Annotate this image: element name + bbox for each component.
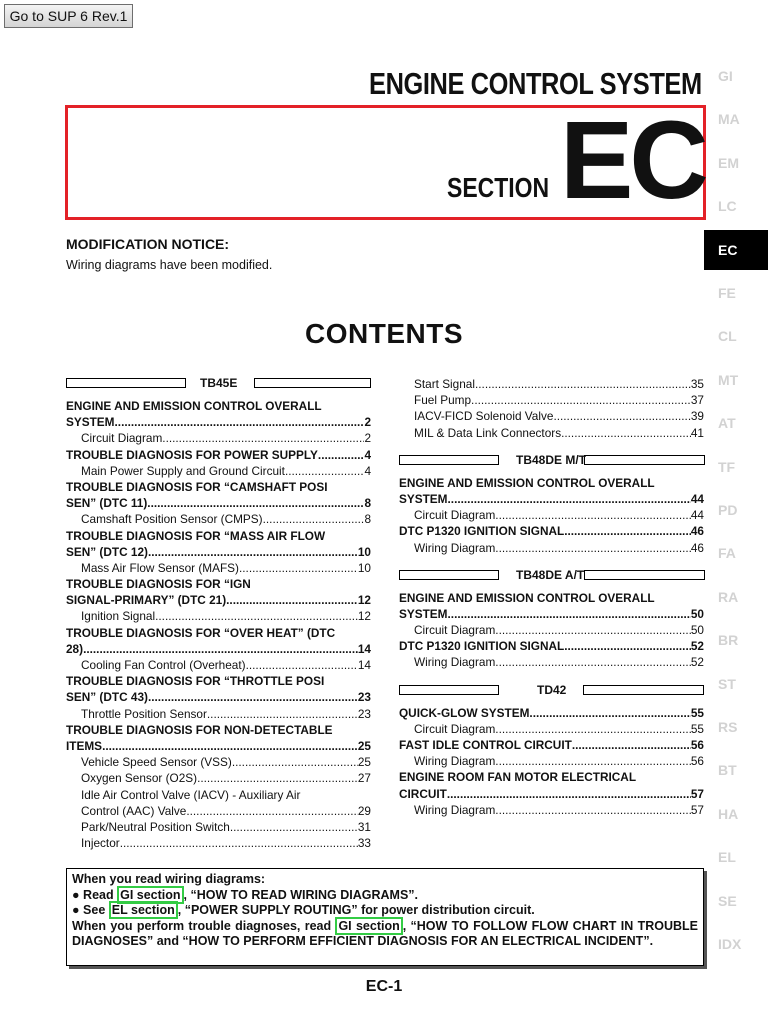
toc-entry-title: ITEMS [66, 738, 103, 753]
toc-entry[interactable] [399, 721, 704, 737]
toc-entry[interactable] [399, 540, 704, 556]
toc-entry[interactable] [399, 769, 704, 785]
toc-entry-title: Circuit Diagram [414, 508, 496, 523]
toc-entry[interactable] [399, 590, 704, 606]
toc-leader [148, 544, 358, 560]
toc-entry[interactable] [66, 495, 371, 511]
toc-entry[interactable] [66, 738, 371, 754]
toc-entry-title: Injector [81, 836, 120, 851]
toc-leader [448, 491, 691, 507]
toc-page-number: 57 [690, 802, 704, 817]
toc-page-number: 46 [690, 524, 704, 539]
notice-heading: When you read wiring diagrams: [72, 872, 266, 886]
group-header [399, 683, 704, 699]
toc-entry-title: Ignition Signal [81, 609, 156, 624]
tab-idx[interactable]: IDX [718, 936, 742, 952]
toc-leader [572, 737, 691, 753]
toc-page-number: 8 [364, 512, 371, 527]
header-box-left [66, 378, 186, 388]
toc-entry[interactable] [399, 523, 704, 539]
header-box-right [583, 685, 704, 695]
toc-page-number: 44 [690, 491, 704, 506]
toc-leader [246, 657, 358, 673]
tab-tf[interactable]: TF [718, 458, 736, 475]
toc-entry-title: Park/Neutral Position Switch [81, 819, 230, 834]
toc-entry-title: SEN” (DTC 43) [66, 690, 148, 705]
toc-entry-title: IACV-FICD Solenoid Valve [414, 409, 554, 424]
toc-page-number: 12 [357, 593, 371, 608]
toc-entry[interactable] [66, 414, 371, 430]
contents-title: CONTENTS [305, 318, 463, 349]
toc-page-number: 56 [690, 738, 704, 752]
toc-leader [564, 523, 691, 539]
notice-text: , “HOW TO FOLLOW FLOW CHART IN TROUBLE DIAGNOSES” and “HOW TO PERFORM EFFICIENT DIAGNOSIS FOR AN ELECTRICAL INCIDENT”. [72, 918, 698, 948]
toc-entry-title: QUICK-GLOW SYSTEM [399, 705, 530, 720]
toc-entry-title: DTC P1320 IGNITION SIGNAL [399, 524, 565, 539]
tab-at[interactable]: AT [718, 415, 736, 432]
toc-leader [495, 654, 691, 670]
toc-entry-title: ENGINE AND EMISSION CONTROL OVERALL [399, 590, 655, 605]
toc-entry-title: Vehicle Speed Sensor (VSS) [81, 755, 232, 770]
toc-leader [495, 753, 691, 769]
toc-leader [553, 408, 690, 424]
toc-entry[interactable] [66, 511, 371, 527]
toc-entry-title: Wiring Diagram [414, 540, 496, 555]
header-box-left [399, 455, 499, 465]
toc-entry-title: MIL & Data Link Connectors [414, 425, 562, 440]
toc-entry-title: SEN” (DTC 12) [66, 544, 148, 559]
toc-entry[interactable] [399, 622, 704, 638]
tab-ec[interactable]: EC [704, 230, 768, 270]
group-header-label: TB48DE M/T [516, 452, 587, 467]
toc-leader [475, 376, 691, 392]
tab-st[interactable]: ST [718, 675, 736, 692]
toc-entry[interactable] [66, 835, 371, 851]
toc-leader [495, 622, 691, 638]
toc-entry-title: Mass Air Flow Sensor (MAFS) [81, 560, 239, 575]
toc-entry-title: Wiring Diagram [414, 655, 496, 670]
tab-fe[interactable]: FE [718, 285, 736, 301]
toc-entry[interactable] [66, 754, 371, 770]
toc-leader [186, 803, 358, 819]
toc-page-number: 33 [357, 836, 371, 851]
toc-entry-title: Wiring Diagram [414, 802, 496, 817]
toc-page-number: 8 [364, 496, 371, 511]
toc-leader [148, 689, 358, 705]
tab-br[interactable]: BR [718, 632, 739, 649]
toc-leader [318, 447, 365, 463]
tab-gi[interactable]: GI [718, 68, 733, 84]
group-header-label: TD42 [537, 682, 567, 697]
toc-page-number: 25 [357, 738, 371, 753]
toc-entry-title: Control (AAC) Valve [81, 803, 187, 818]
toc-entry[interactable] [399, 638, 704, 654]
group-gap [399, 671, 704, 683]
toc-leader [115, 414, 365, 430]
toc-leader [564, 638, 691, 654]
toc-leader [155, 608, 358, 624]
toc-entry[interactable] [66, 706, 371, 722]
toc-leader [239, 560, 358, 576]
header-box-right [254, 378, 371, 388]
el-section-link[interactable]: EL section [109, 901, 178, 919]
tab-el[interactable]: EL [718, 849, 736, 866]
tab-bt[interactable]: BT [718, 762, 737, 779]
toc-entry[interactable] [66, 608, 371, 624]
toc-page-number: 50 [690, 606, 704, 621]
tab-pd[interactable]: PD [718, 502, 738, 518]
toc-page-number: 10 [357, 544, 371, 559]
toc-entry[interactable] [66, 803, 371, 819]
toc-leader [285, 463, 365, 479]
toc-entry[interactable] [66, 528, 371, 544]
toc-entry-title: CIRCUIT [399, 786, 447, 801]
tab-cl[interactable]: CL [718, 328, 737, 345]
toc-entry[interactable] [66, 479, 371, 495]
toc-entry-title: Oxygen Sensor (O2S) [81, 771, 198, 786]
toc-entry[interactable] [66, 657, 371, 673]
toc-entry-title: ENGINE ROOM FAN MOTOR ELECTRICAL [399, 770, 637, 785]
toc-entry[interactable] [399, 705, 704, 721]
header-box-right [584, 455, 705, 465]
toc-entry[interactable] [66, 544, 371, 560]
toc-entry[interactable] [399, 392, 704, 408]
toc-entry-title: Fuel Pump [414, 393, 472, 408]
toc-entry[interactable] [399, 786, 704, 802]
toc-leader [263, 511, 365, 527]
toc-leader [83, 641, 358, 657]
toc-leader [162, 430, 364, 446]
toc-entry-title: ENGINE AND EMISSION CONTROL OVERALL [399, 475, 655, 490]
toc-entry-title: TROUBLE DIAGNOSIS FOR “CAMSHAFT POSI [66, 479, 328, 494]
tab-se[interactable]: SE [718, 892, 737, 909]
toc-continued [399, 408, 704, 424]
toc-entry[interactable] [66, 673, 371, 689]
toc-leader [495, 540, 691, 556]
toc-leader [447, 786, 691, 802]
toc-leader [232, 754, 358, 770]
tab-rs[interactable]: RS [718, 719, 738, 735]
toc-entry-title: Camshaft Position Sensor (CMPS) [81, 512, 263, 527]
toc-leader [561, 425, 691, 441]
toc-entry-title: Idle Air Control Valve (IACV) - Auxiliary Air [81, 787, 301, 802]
modification-title: MODIFICATION NOTICE: [66, 236, 230, 252]
toc-page-number: 2 [364, 431, 371, 446]
notice-text: , “POWER SUPPLY ROUTING” for power distribution circuit. [177, 903, 535, 917]
group-header-label: TB48DE A/T [516, 567, 585, 582]
section-code: EC [560, 99, 705, 222]
toc-page-number: 37 [690, 393, 704, 408]
tab-ha[interactable]: HA [718, 805, 739, 822]
toc-page-number: 41 [690, 425, 704, 440]
toc-entry[interactable] [399, 425, 704, 441]
contents-left-column [66, 376, 371, 851]
toc-entry[interactable] [399, 654, 704, 670]
toc-entry-title: TROUBLE DIAGNOSIS FOR “IGN [66, 577, 251, 592]
toc-entry-title: TROUBLE DIAGNOSIS FOR NON-DETECTABLE [66, 722, 333, 737]
tab-ra[interactable]: RA [718, 588, 739, 605]
toc-entry-title: SYSTEM [399, 606, 448, 621]
toc-entry-title: Main Power Supply and Ground Circuit [81, 463, 285, 478]
toc-entry-title: SEN” (DTC 11) [66, 496, 148, 511]
toc-entry[interactable] [66, 560, 371, 576]
toc-entry[interactable] [66, 770, 371, 786]
toc-entry-title: TROUBLE DIAGNOSIS FOR “OVER HEAT” (DTC [66, 625, 336, 640]
toc-page-number: 2 [364, 415, 371, 430]
toc-page-number: 4 [364, 463, 371, 478]
toc-page-number: 52 [690, 655, 704, 670]
toc-entry[interactable] [66, 447, 371, 463]
toc-entry[interactable] [66, 463, 371, 479]
toc-entry-title: TROUBLE DIAGNOSIS FOR “MASS AIR FLOW [66, 528, 326, 543]
toc-page-number: 23 [357, 690, 371, 705]
bullet-icon: ● [72, 887, 80, 902]
toc-page-number: 56 [690, 754, 704, 769]
toc-page-number: 35 [690, 377, 704, 391]
toc-entry-title: SYSTEM [399, 491, 448, 506]
tab-mt[interactable]: MT [718, 371, 739, 388]
page-number: EC-1 [365, 978, 403, 995]
toc-entry[interactable] [66, 576, 371, 592]
toc-entry-title: DTC P1320 IGNITION SIGNAL [399, 639, 565, 654]
toc-page-number: 10 [357, 560, 371, 575]
toc-leader [102, 738, 358, 754]
tab-ma[interactable]: MA [718, 111, 740, 128]
toc-entry-title: Circuit Diagram [414, 623, 496, 638]
header-box-left [399, 685, 499, 695]
toc-continued [399, 425, 704, 441]
toc-page-number: 14 [357, 658, 371, 672]
toc-entry[interactable] [66, 689, 371, 705]
toc-entry[interactable] [399, 507, 704, 523]
group-header [66, 376, 371, 392]
tab-em[interactable]: EM [718, 154, 739, 171]
toc-entry-title: Throttle Position Sensor [81, 706, 207, 721]
group-header [399, 453, 704, 469]
toc-leader [495, 721, 691, 737]
toc-entry-title: FAST IDLE CONTROL CIRCUIT [399, 738, 572, 752]
goto-sup-button[interactable]: Go to SUP 6 Rev.1 [4, 4, 133, 28]
toc-entry[interactable] [399, 606, 704, 622]
toc-page-number: 31 [357, 819, 371, 834]
toc-entry-title: Start Signal [414, 377, 475, 391]
gi-section-link[interactable]: GI section [335, 917, 402, 935]
toc-entry[interactable] [399, 802, 704, 818]
notice-paragraph [72, 919, 698, 950]
notice-text: , “HOW TO READ WIRING DIAGRAMS”. [183, 887, 419, 902]
toc-leader [197, 770, 358, 786]
toc-entry[interactable] [66, 625, 371, 641]
toc-leader [147, 495, 364, 511]
toc-entry[interactable] [399, 376, 704, 392]
toc-page-number: 50 [690, 623, 704, 638]
toc-entry-title: Circuit Diagram [414, 721, 496, 736]
toc-entry[interactable] [66, 819, 371, 835]
toc-page-number: 23 [357, 706, 371, 721]
toc-page-number: 14 [357, 641, 371, 656]
toc-page-number: 55 [690, 705, 704, 720]
group-header [399, 568, 704, 584]
toc-entry-title: SYSTEM [66, 415, 115, 430]
tab-fa[interactable]: FA [718, 545, 736, 562]
toc-page-number: 44 [690, 508, 704, 523]
toc-entry[interactable] [399, 491, 704, 507]
toc-entry[interactable] [399, 475, 704, 491]
toc-entry-title: Wiring Diagram [414, 754, 496, 769]
page-title: ENGINE CONTROL SYSTEM [369, 66, 702, 101]
wiring-notice-box [66, 868, 704, 966]
group-gap [399, 556, 704, 568]
toc-entry-title: ENGINE AND EMISSION CONTROL OVERALL [66, 399, 322, 413]
toc-entry[interactable] [399, 753, 704, 769]
toc-leader [120, 835, 358, 851]
header-box-right [584, 570, 705, 580]
toc-entry[interactable] [66, 592, 371, 608]
header-box-left [399, 570, 499, 580]
toc-leader [207, 706, 358, 722]
modification-text: Wiring diagrams have been modified. [66, 258, 273, 272]
toc-continued [399, 376, 704, 392]
toc-continued [399, 392, 704, 408]
group-gap [399, 441, 704, 453]
section-label: SECTION [447, 172, 550, 203]
toc-entry-title: 28) [66, 641, 84, 656]
notice-text: Read [83, 887, 118, 902]
toc-page-number: 39 [690, 409, 704, 424]
toc-page-number: 25 [357, 755, 371, 770]
toc-entry[interactable] [66, 430, 371, 446]
toc-leader [495, 507, 691, 523]
group-header-label: TB45E [200, 376, 238, 390]
toc-page-number: 46 [690, 540, 704, 555]
toc-entry[interactable] [66, 787, 371, 803]
toc-entry[interactable] [399, 737, 704, 753]
notice-text: When you perform trouble diagnoses, read [72, 918, 336, 933]
gi-section-link[interactable]: GI section [117, 886, 183, 904]
toc-leader [448, 606, 691, 622]
toc-page-number: 52 [690, 639, 704, 654]
bullet-icon: ● [72, 903, 80, 917]
toc-leader [226, 592, 358, 608]
contents-right-column [399, 376, 704, 818]
toc-page-number: 55 [690, 721, 704, 736]
toc-entry-title: TROUBLE DIAGNOSIS FOR POWER SUPPLY [66, 447, 318, 462]
toc-entry[interactable] [399, 408, 704, 424]
toc-page-number: 12 [357, 609, 371, 624]
toc-page-number: 29 [357, 803, 371, 818]
toc-leader [495, 802, 691, 818]
toc-entry-title: Circuit Diagram [81, 431, 163, 446]
toc-page-number: 4 [364, 447, 371, 462]
toc-page-number: 57 [690, 786, 704, 801]
toc-leader [529, 705, 690, 721]
toc-entry[interactable] [66, 641, 371, 657]
toc-entry-title: TROUBLE DIAGNOSIS FOR “THROTTLE POSI [66, 674, 325, 689]
toc-leader [471, 392, 691, 408]
toc-entry[interactable] [66, 398, 371, 414]
toc-entry-title: SIGNAL-PRIMARY” (DTC 21) [66, 593, 227, 608]
toc-entry[interactable] [66, 722, 371, 738]
tab-lc[interactable]: LC [718, 198, 737, 215]
toc-entry-title: Cooling Fan Control (Overheat) [81, 658, 246, 672]
notice-text: See [83, 903, 109, 917]
toc-page-number: 27 [357, 771, 371, 786]
toc-leader [230, 819, 358, 835]
